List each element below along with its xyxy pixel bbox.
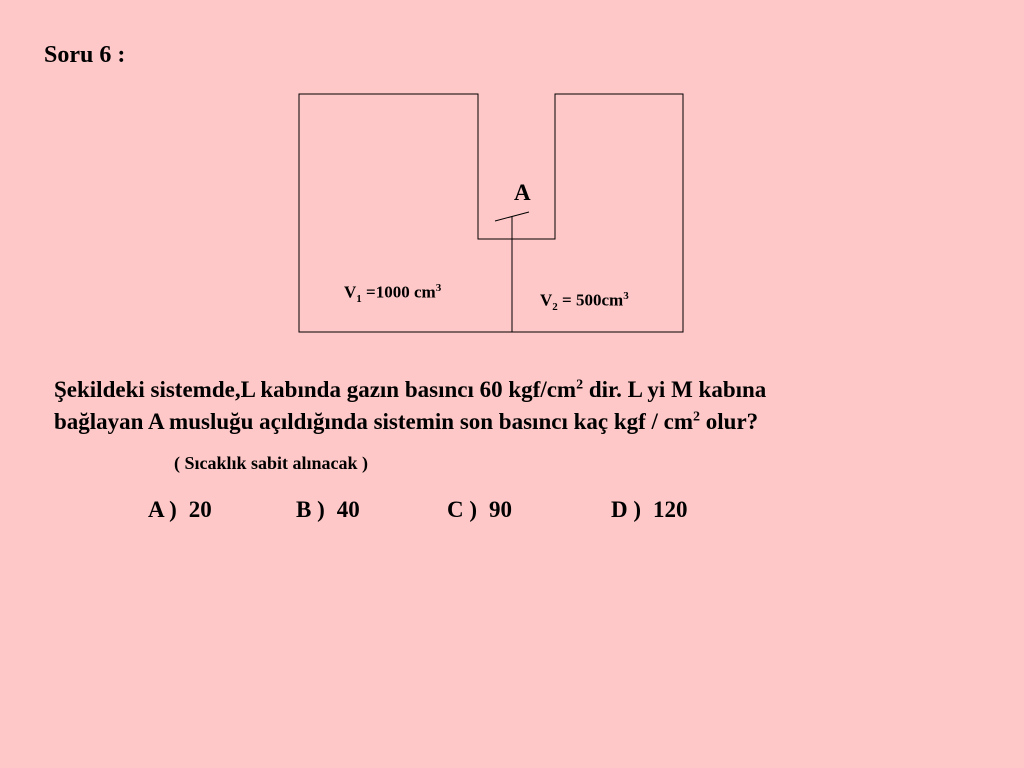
volume-v1-label: $V_1 =1000$ $cm^3$ — [344, 282, 442, 306]
question-text: Şekildeki sistemde,L kabında gazın basıncı 60 kgf/$cm^2$ dir. L yi M kabına bağlayan A musluğu açıldığında sistemin son basıncı kaç kgf / $cm^2$ olur? — [54, 377, 767, 434]
question-title: Soru 6 : — [44, 42, 126, 68]
volume-v2-label: $V_2 = 500cm^3$ — [540, 290, 629, 314]
answer-option-b[interactable]: B ) 40 — [296, 497, 360, 522]
valve-label: A — [514, 180, 531, 205]
answer-option-d[interactable]: D ) 120 — [611, 497, 688, 522]
answer-option-c[interactable]: C ) 90 — [447, 497, 513, 522]
question-note: ( Sıcaklık sabit alınacak ) — [174, 453, 369, 473]
answer-option-a[interactable]: A ) 20 — [148, 497, 212, 522]
